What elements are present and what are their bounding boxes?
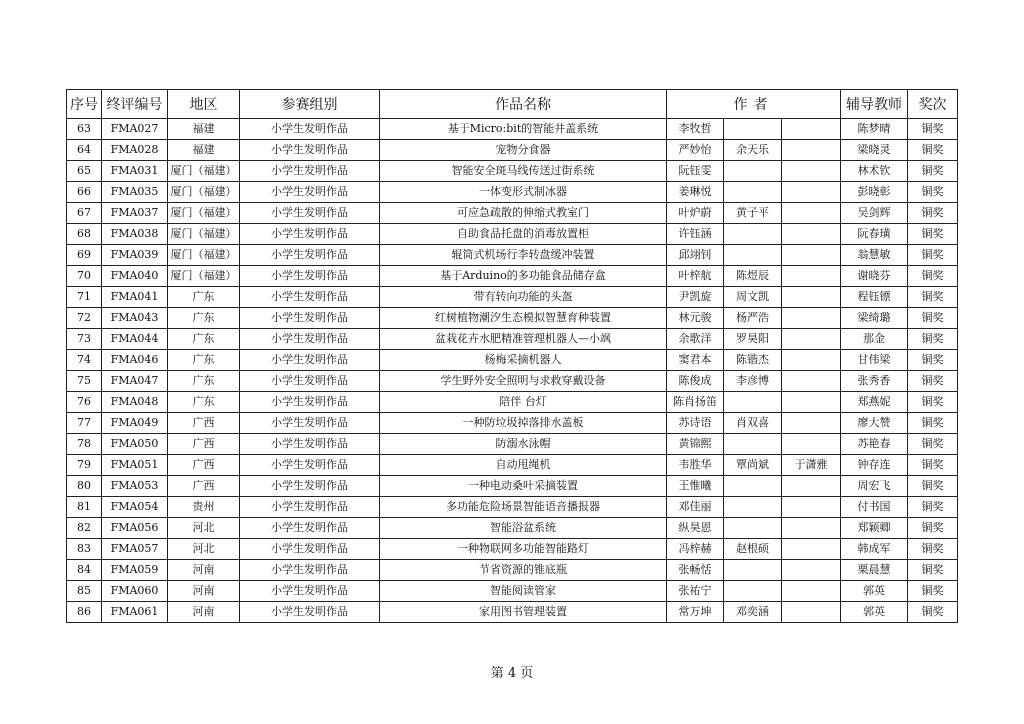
cell-author-1: 尹凯旋 (667, 287, 724, 308)
cell-author-3 (782, 329, 841, 350)
cell-author-3 (782, 392, 841, 413)
cell-author-1: 叶炉蔚 (667, 203, 724, 224)
cell-region: 广东 (168, 392, 240, 413)
cell-author-1: 严妙怡 (667, 140, 724, 161)
cell-teacher: 郑颖卿 (841, 518, 908, 539)
cell-no: 73 (67, 329, 102, 350)
cell-code: FMA044 (102, 329, 168, 350)
table-row (67, 140, 958, 161)
cell-author-2 (724, 119, 782, 140)
cell-code: FMA051 (102, 455, 168, 476)
cell-author-2 (724, 476, 782, 497)
table-row (67, 119, 958, 140)
cell-teacher: 梁绮璐 (841, 308, 908, 329)
cell-author-1: 叶梓航 (667, 266, 724, 287)
cell-code: FMA037 (102, 203, 168, 224)
table-row (67, 560, 958, 581)
cell-group: 小学生发明作品 (240, 413, 380, 434)
cell-author-3 (782, 560, 841, 581)
cell-no: 74 (67, 350, 102, 371)
cell-title: 自动甩绳机 (380, 455, 667, 476)
cell-title: 自助食品托盘的消毒放置柜 (380, 224, 667, 245)
cell-award: 铜奖 (908, 413, 958, 434)
cell-no: 63 (67, 119, 102, 140)
cell-award: 铜奖 (908, 203, 958, 224)
cell-title: 多功能危险场景智能语音播报器 (380, 497, 667, 518)
cell-region: 河南 (168, 560, 240, 581)
cell-award: 铜奖 (908, 602, 958, 623)
award-table (66, 89, 958, 623)
cell-teacher: 廖大赞 (841, 413, 908, 434)
cell-author-2: 黄子平 (724, 203, 782, 224)
cell-author-1: 阮钰雯 (667, 161, 724, 182)
cell-group: 小学生发明作品 (240, 308, 380, 329)
cell-title: 智能安全斑马线传送过街系统 (380, 161, 667, 182)
cell-author-3 (782, 224, 841, 245)
header-region: 地区 (168, 90, 240, 119)
cell-teacher: 郭英 (841, 581, 908, 602)
cell-no: 76 (67, 392, 102, 413)
cell-no: 85 (67, 581, 102, 602)
cell-author-2: 肖双喜 (724, 413, 782, 434)
cell-author-3 (782, 182, 841, 203)
cell-region: 广西 (168, 434, 240, 455)
cell-author-1: 陈肖扬笛 (667, 392, 724, 413)
cell-author-2: 覃尚斌 (724, 455, 782, 476)
cell-code: FMA057 (102, 539, 168, 560)
cell-author-2: 陈煜辰 (724, 266, 782, 287)
cell-group: 小学生发明作品 (240, 287, 380, 308)
cell-teacher: 吴剑辉 (841, 203, 908, 224)
cell-group: 小学生发明作品 (240, 560, 380, 581)
table-row (67, 413, 958, 434)
cell-code: FMA059 (102, 560, 168, 581)
cell-title: 辊筒式机场行李转盘缓冲装置 (380, 245, 667, 266)
cell-author-2: 李彦博 (724, 371, 782, 392)
cell-author-1: 姜琳悦 (667, 182, 724, 203)
cell-code: FMA053 (102, 476, 168, 497)
cell-no: 81 (67, 497, 102, 518)
cell-author-1: 邱翊钊 (667, 245, 724, 266)
cell-award: 铜奖 (908, 140, 958, 161)
cell-region: 厦门（福建） (168, 245, 240, 266)
cell-code: FMA035 (102, 182, 168, 203)
cell-award: 铜奖 (908, 371, 958, 392)
cell-code: FMA041 (102, 287, 168, 308)
cell-author-3 (782, 602, 841, 623)
cell-author-2 (724, 518, 782, 539)
cell-no: 78 (67, 434, 102, 455)
cell-code: FMA027 (102, 119, 168, 140)
cell-author-1: 李牧哲 (667, 119, 724, 140)
cell-title: 带有转向功能的头盔 (380, 287, 667, 308)
cell-region: 河南 (168, 602, 240, 623)
cell-author-1: 余歌洋 (667, 329, 724, 350)
cell-author-1: 张畅恬 (667, 560, 724, 581)
cell-region: 广东 (168, 287, 240, 308)
cell-teacher: 韩成军 (841, 539, 908, 560)
cell-no: 69 (67, 245, 102, 266)
cell-award: 铜奖 (908, 119, 958, 140)
cell-author-1: 许钰涵 (667, 224, 724, 245)
cell-code: FMA043 (102, 308, 168, 329)
cell-code: FMA056 (102, 518, 168, 539)
cell-no: 83 (67, 539, 102, 560)
cell-title: 可应急疏散的伸缩式教室门 (380, 203, 667, 224)
cell-author-3 (782, 476, 841, 497)
table-row (67, 434, 958, 455)
cell-teacher: 周宏飞 (841, 476, 908, 497)
cell-group: 小学生发明作品 (240, 539, 380, 560)
cell-no: 77 (67, 413, 102, 434)
cell-code: FMA031 (102, 161, 168, 182)
cell-region: 厦门（福建） (168, 161, 240, 182)
header-teacher: 辅导教师 (841, 90, 908, 119)
cell-author-3 (782, 119, 841, 140)
cell-author-2 (724, 182, 782, 203)
table-row (67, 182, 958, 203)
table-row (67, 224, 958, 245)
cell-author-2 (724, 392, 782, 413)
cell-region: 广东 (168, 308, 240, 329)
cell-author-3 (782, 539, 841, 560)
cell-award: 铜奖 (908, 392, 958, 413)
table-row (67, 203, 958, 224)
cell-group: 小学生发明作品 (240, 476, 380, 497)
cell-region: 河南 (168, 581, 240, 602)
cell-teacher: 林术钦 (841, 161, 908, 182)
cell-code: FMA040 (102, 266, 168, 287)
cell-title: 学生野外安全照明与求救穿戴设备 (380, 371, 667, 392)
page-number: 第 4 页 (490, 666, 534, 681)
cell-author-3 (782, 245, 841, 266)
cell-award: 铜奖 (908, 161, 958, 182)
cell-no: 75 (67, 371, 102, 392)
cell-award: 铜奖 (908, 266, 958, 287)
cell-teacher: 谢晓芬 (841, 266, 908, 287)
cell-award: 铜奖 (908, 434, 958, 455)
cell-teacher: 钟存连 (841, 455, 908, 476)
table-row (67, 287, 958, 308)
cell-region: 厦门（福建） (168, 224, 240, 245)
cell-region: 广西 (168, 455, 240, 476)
cell-author-2: 杨严浩 (724, 308, 782, 329)
cell-title: 基于Arduino的多功能食品储存盒 (380, 266, 667, 287)
cell-code: FMA028 (102, 140, 168, 161)
table-row (67, 266, 958, 287)
cell-author-3 (782, 140, 841, 161)
cell-title: 一种物联网多功能智能路灯 (380, 539, 667, 560)
cell-author-1: 苏诗语 (667, 413, 724, 434)
cell-author-2: 赵根硕 (724, 539, 782, 560)
cell-title: 一种防垃圾掉落排水盖板 (380, 413, 667, 434)
cell-code: FMA039 (102, 245, 168, 266)
cell-author-3 (782, 308, 841, 329)
cell-award: 铜奖 (908, 350, 958, 371)
table-row (67, 602, 958, 623)
cell-author-3 (782, 434, 841, 455)
header-title: 作品名称 (380, 90, 667, 119)
cell-code: FMA048 (102, 392, 168, 413)
cell-code: FMA060 (102, 581, 168, 602)
cell-author-1: 韦胜华 (667, 455, 724, 476)
cell-author-2 (724, 560, 782, 581)
table-body (67, 119, 958, 623)
cell-author-1: 冯梓赫 (667, 539, 724, 560)
cell-award: 铜奖 (908, 497, 958, 518)
cell-title: 智能浴盆系统 (380, 518, 667, 539)
cell-author-2: 罗昊阳 (724, 329, 782, 350)
cell-region: 福建 (168, 140, 240, 161)
cell-teacher: 付书国 (841, 497, 908, 518)
cell-author-1: 陈俊成 (667, 371, 724, 392)
cell-group: 小学生发明作品 (240, 182, 380, 203)
cell-no: 72 (67, 308, 102, 329)
cell-region: 广西 (168, 476, 240, 497)
table-row (67, 581, 958, 602)
cell-author-1: 王惟曦 (667, 476, 724, 497)
cell-teacher: 郑燕妮 (841, 392, 908, 413)
cell-region: 河北 (168, 539, 240, 560)
cell-no: 84 (67, 560, 102, 581)
cell-code: FMA047 (102, 371, 168, 392)
cell-teacher: 那金 (841, 329, 908, 350)
cell-award: 铜奖 (908, 329, 958, 350)
cell-region: 厦门（福建） (168, 203, 240, 224)
cell-teacher: 甘伟梁 (841, 350, 908, 371)
table-row (67, 329, 958, 350)
cell-teacher: 郭英 (841, 602, 908, 623)
header-group: 参赛组别 (240, 90, 380, 119)
cell-award: 铜奖 (908, 581, 958, 602)
table-row (67, 476, 958, 497)
cell-title: 宠物分食器 (380, 140, 667, 161)
cell-teacher: 程钰镖 (841, 287, 908, 308)
cell-author-1: 窦君本 (667, 350, 724, 371)
cell-group: 小学生发明作品 (240, 203, 380, 224)
cell-region: 广东 (168, 329, 240, 350)
cell-group: 小学生发明作品 (240, 140, 380, 161)
cell-no: 79 (67, 455, 102, 476)
cell-award: 铜奖 (908, 476, 958, 497)
cell-award: 铜奖 (908, 224, 958, 245)
cell-no: 86 (67, 602, 102, 623)
cell-group: 小学生发明作品 (240, 245, 380, 266)
cell-author-3 (782, 350, 841, 371)
cell-group: 小学生发明作品 (240, 497, 380, 518)
cell-code: FMA054 (102, 497, 168, 518)
cell-code: FMA061 (102, 602, 168, 623)
header-code: 终评编号 (102, 90, 168, 119)
cell-author-2 (724, 497, 782, 518)
cell-award: 铜奖 (908, 455, 958, 476)
cell-author-2 (724, 581, 782, 602)
cell-group: 小学生发明作品 (240, 455, 380, 476)
cell-teacher: 翁慧敏 (841, 245, 908, 266)
cell-author-3 (782, 371, 841, 392)
table-row (67, 371, 958, 392)
cell-author-3 (782, 161, 841, 182)
cell-title: 防溺水泳帽 (380, 434, 667, 455)
table-row (67, 518, 958, 539)
cell-author-2 (724, 224, 782, 245)
table-row (67, 497, 958, 518)
cell-author-3 (782, 413, 841, 434)
cell-author-1: 邓佳丽 (667, 497, 724, 518)
cell-title: 杨梅采摘机器人 (380, 350, 667, 371)
cell-title: 红树植物潮汐生态模拟智慧育种装置 (380, 308, 667, 329)
cell-teacher: 彭晓彰 (841, 182, 908, 203)
cell-author-2: 余天乐 (724, 140, 782, 161)
cell-author-1: 黄锦熙 (667, 434, 724, 455)
cell-group: 小学生发明作品 (240, 224, 380, 245)
table-row (67, 455, 958, 476)
cell-no: 65 (67, 161, 102, 182)
cell-author-1: 常万坤 (667, 602, 724, 623)
cell-group: 小学生发明作品 (240, 392, 380, 413)
cell-author-2 (724, 434, 782, 455)
cell-no: 66 (67, 182, 102, 203)
cell-group: 小学生发明作品 (240, 329, 380, 350)
cell-region: 广西 (168, 413, 240, 434)
cell-no: 64 (67, 140, 102, 161)
cell-title: 节省资源的锥底瓶 (380, 560, 667, 581)
cell-award: 铜奖 (908, 560, 958, 581)
cell-author-2: 周文凯 (724, 287, 782, 308)
cell-author-2: 陈锴杰 (724, 350, 782, 371)
cell-group: 小学生发明作品 (240, 161, 380, 182)
award-list-sheet (66, 89, 957, 623)
cell-award: 铜奖 (908, 182, 958, 203)
cell-group: 小学生发明作品 (240, 518, 380, 539)
cell-author-3: 于潇雅 (782, 455, 841, 476)
cell-award: 铜奖 (908, 308, 958, 329)
cell-region: 广东 (168, 371, 240, 392)
cell-author-3 (782, 518, 841, 539)
cell-region: 贵州 (168, 497, 240, 518)
cell-author-1: 张祐宁 (667, 581, 724, 602)
cell-title: 陪伴 台灯 (380, 392, 667, 413)
cell-author-2 (724, 245, 782, 266)
cell-group: 小学生发明作品 (240, 371, 380, 392)
cell-group: 小学生发明作品 (240, 119, 380, 140)
cell-region: 河北 (168, 518, 240, 539)
cell-group: 小学生发明作品 (240, 434, 380, 455)
cell-author-3 (782, 287, 841, 308)
cell-no: 71 (67, 287, 102, 308)
cell-title: 家用图书管理装置 (380, 602, 667, 623)
cell-author-3 (782, 203, 841, 224)
cell-title: 基于Micro:bit的智能井盖系统 (380, 119, 667, 140)
cell-title: 智能阅读管家 (380, 581, 667, 602)
cell-teacher: 阮春璜 (841, 224, 908, 245)
cell-author-2 (724, 161, 782, 182)
cell-code: FMA050 (102, 434, 168, 455)
cell-teacher: 梁晓灵 (841, 140, 908, 161)
cell-teacher: 栗晨慧 (841, 560, 908, 581)
cell-region: 福建 (168, 119, 240, 140)
cell-no: 68 (67, 224, 102, 245)
cell-award: 铜奖 (908, 287, 958, 308)
cell-teacher: 陈梦晴 (841, 119, 908, 140)
cell-no: 67 (67, 203, 102, 224)
cell-group: 小学生发明作品 (240, 581, 380, 602)
cell-no: 70 (67, 266, 102, 287)
cell-award: 铜奖 (908, 539, 958, 560)
cell-author-2: 邓奕涵 (724, 602, 782, 623)
table-header-row (67, 90, 958, 119)
cell-group: 小学生发明作品 (240, 266, 380, 287)
table-row (67, 350, 958, 371)
cell-award: 铜奖 (908, 518, 958, 539)
table-row (67, 392, 958, 413)
cell-author-1: 纵昊恩 (667, 518, 724, 539)
cell-title: 一种电动桑叶采摘装置 (380, 476, 667, 497)
cell-no: 82 (67, 518, 102, 539)
cell-code: FMA049 (102, 413, 168, 434)
table-row (67, 539, 958, 560)
table-row (67, 308, 958, 329)
cell-region: 厦门（福建） (168, 182, 240, 203)
cell-teacher: 苏艳春 (841, 434, 908, 455)
cell-author-3 (782, 497, 841, 518)
table-row (67, 245, 958, 266)
table-row (67, 161, 958, 182)
header-authors: 作者 (667, 90, 841, 119)
cell-region: 广东 (168, 350, 240, 371)
cell-teacher: 张秀香 (841, 371, 908, 392)
cell-region: 厦门（福建） (168, 266, 240, 287)
header-no: 序号 (67, 90, 102, 119)
cell-author-3 (782, 266, 841, 287)
header-award: 奖次 (908, 90, 958, 119)
cell-group: 小学生发明作品 (240, 350, 380, 371)
cell-title: 盆栽花卉水肥精准管理机器人—小飒 (380, 329, 667, 350)
cell-author-1: 林元骏 (667, 308, 724, 329)
cell-code: FMA038 (102, 224, 168, 245)
cell-group: 小学生发明作品 (240, 602, 380, 623)
cell-award: 铜奖 (908, 245, 958, 266)
cell-code: FMA046 (102, 350, 168, 371)
cell-author-3 (782, 581, 841, 602)
cell-title: 一体变形式制冰器 (380, 182, 667, 203)
cell-no: 80 (67, 476, 102, 497)
